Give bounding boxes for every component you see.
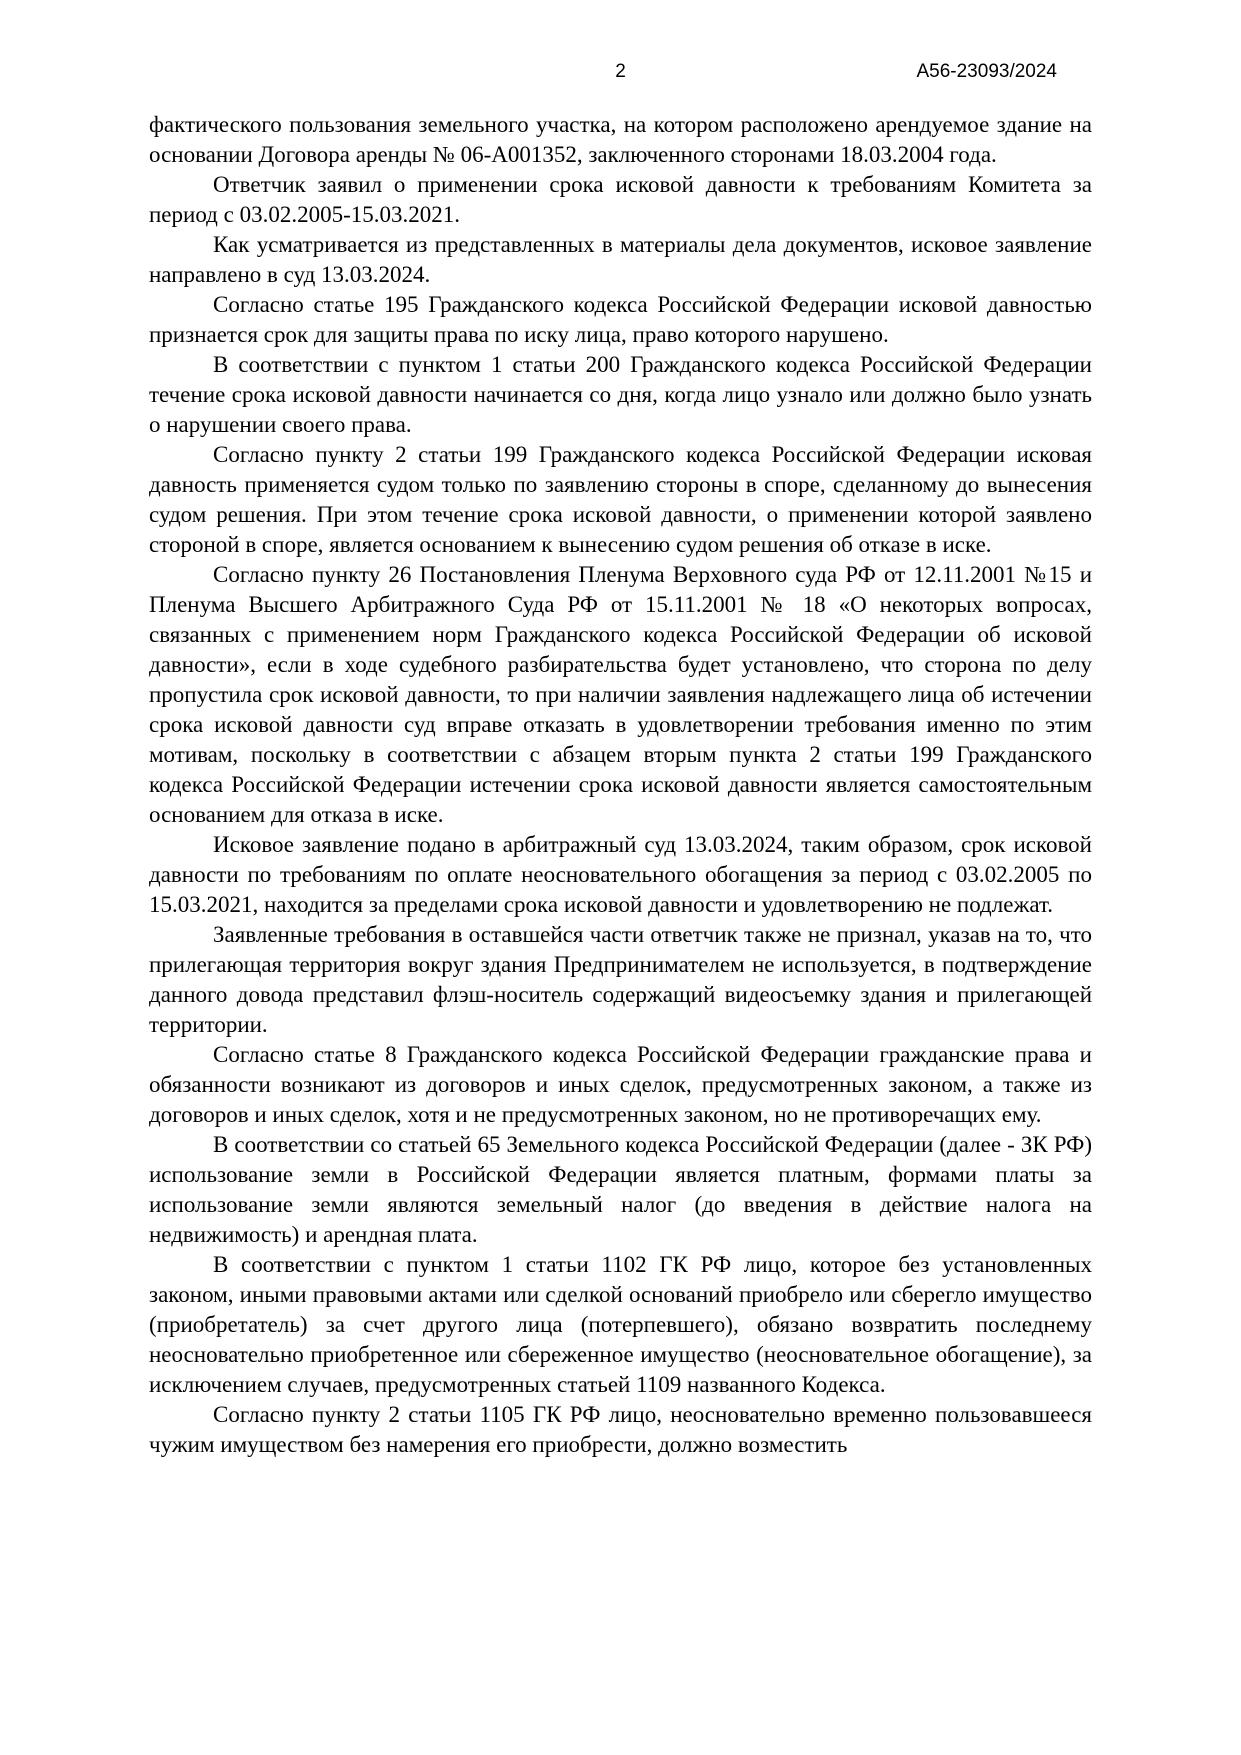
paragraph: Согласно статье 8 Гражданского кодекса Российской Федерации гражданские права и обязанности возникают из договоров и иных сделок, предусмотренных законом, а также из договоров и иных сделок, хотя и не предусмотренных законом, но не противоречащих ему.: [149, 1042, 1092, 1127]
paragraph: фактического пользования земельного участка, на котором расположено арендуемое здание на основании Договора аренды № 06-А001352, заключенного сторонами 18.03.2004 года.: [149, 112, 1092, 167]
document-body: [149, 110, 1092, 1460]
paragraph: Согласно статье 195 Гражданского кодекса Российской Федерации исковой давностью признается срок для защиты права по иску лица, право которого нарушено.: [149, 292, 1092, 347]
paragraph: Согласно пункту 26 Постановления Пленума Верховного суда РФ от 12.11.2001 №15 и Пленума Высшего Арбитражного Суда РФ от 15.11.2001 № 18 «О некоторых вопросах, связанных с применением норм Гражданского кодекса Российской Федерации об исковой давности», если в ходе судебного разбирательства будет установлено, что сторона по делу пропустила срок исковой давности, то при наличии заявления надлежащего лица об истечении срока исковой давности суд вправе отказать в удовлетворении требования именно по этим мотивам, поскольку в соответствии с абзацем вторым пункта 2 статьи 199 Гражданского кодекса Российской Федерации истечении срока исковой давности является самостоятельным основанием для отказа в иске.: [149, 562, 1092, 827]
paragraph: В соответствии с пунктом 1 статьи 1102 ГК РФ лицо, которое без установленных законом, иными правовыми актами или сделкой оснований приобрело или сберегло имущество (приобретатель) за счет другого лица (потерпевшего), обязано возвратить последнему неосновательно приобретенное или сбереженное имущество (неосновательное обогащение), за исключением случаев, предусмотренных статьей 1109 названного Кодекса.: [149, 1252, 1092, 1397]
page-number: 2: [615, 61, 626, 82]
case-number: А56-23093/2024: [916, 61, 1057, 82]
paragraph: Исковое заявление подано в арбитражный суд 13.03.2024, таким образом, срок исковой давности по требованиям по оплате неосновательного обогащения за период с 03.02.2005 по 15.03.2021, находится за пределами срока исковой давности и удовлетворению не подлежат.: [149, 832, 1092, 917]
paragraph: Согласно пункту 2 статьи 199 Гражданского кодекса Российской Федерации исковая давность применяется судом только по заявлению стороны в споре, сделанному до вынесения судом решения. При этом течение срока исковой давности, о применении которой заявлено стороной в споре, является основанием к вынесению судом решения об отказе в иске.: [149, 442, 1092, 557]
paragraph: Заявленные требования в оставшейся части ответчик также не признал, указав на то, что прилегающая территория вокруг здания Предпринимателем не используется, в подтверждение данного довода представил флэш-носитель содержащий видеосъемку здания и прилегающей территории.: [149, 922, 1092, 1037]
paragraph: Согласно пункту 2 статьи 1105 ГК РФ лицо, неосновательно временно пользовавшееся чужим имуществом без намерения его приобрести, должно возместить: [149, 1402, 1092, 1457]
paragraph: В соответствии со статьей 65 Земельного кодекса Российской Федерации (далее - ЗК РФ) использование земли в Российской Федерации является платным, формами платы за использование земли являются земельный налог (до введения в действие налога на недвижимость) и арендная плата.: [149, 1132, 1092, 1247]
paragraph: Ответчик заявил о применении срока исковой давности к требованиям Комитета за период с 03.02.2005-15.03.2021.: [149, 172, 1092, 227]
paragraph: Как усматривается из представленных в материалы дела документов, исковое заявление направлено в суд 13.03.2024.: [149, 232, 1092, 287]
page-header: [149, 58, 1092, 86]
paragraph: В соответствии с пунктом 1 статьи 200 Гражданского кодекса Российской Федерации течение срока исковой давности начинается со дня, когда лицо узнало или должно было узнать о нарушении своего права.: [149, 352, 1092, 437]
